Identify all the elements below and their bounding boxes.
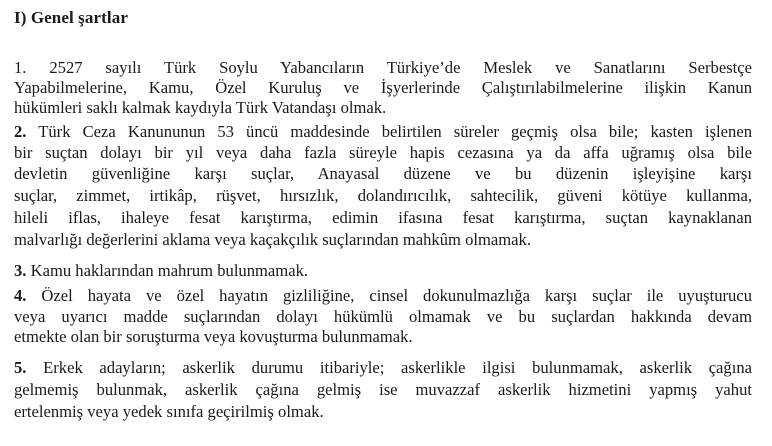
item-4-line-1 — [14, 286, 752, 305]
item-4-line-2: veya uyarıcı madde suçlarından dolayı hükümlü olmamak ve bu suçlardan hakkında devam — [14, 307, 752, 326]
item-4-line-3: etmekte olan bir soruşturma veya kovuşturma bulunmamak. — [14, 327, 413, 346]
item-1-line-2: Yapabilmelerine, Kamu, Özel Kuruluş ve İşyerlerinde Çalıştırılabilmelerine ilişkin Kanun — [14, 78, 752, 97]
item-1-line-3: hükümleri saklı kalmak kaydıyla Türk Vatandaşı olmak. — [14, 98, 387, 117]
item-5-number: 5. — [14, 358, 27, 377]
item-3-line-1 — [14, 261, 752, 280]
item-2-line-4: suçlar, zimmet, irtikâp, rüşvet, hırsızlık, dolandırıcılık, sahtecilik, güveni kötüye kullanma, — [14, 186, 752, 205]
item-5-line-2: gelmemiş bulunmak, askerlik çağına gelmiş ise muvazzaf askerlik hizmetini yapmış yahut — [14, 380, 752, 399]
item-2-text-line-1: Türk Ceza Kanununun 53 üncü maddesinde belirtilen süreler geçmiş olsa bile; kasten işlenen — [38, 122, 752, 141]
item-2-line-1 — [14, 122, 752, 141]
item-2-line-3: devletin güvenliğine karşı suçlar, Anayasal düzene ve bu düzenin işleyişine karşı — [14, 164, 752, 183]
item-5-line-3: ertelenmiş veya yedek sınıfa geçirilmiş olmak. — [14, 402, 324, 421]
section-heading: I) Genel şartlar — [14, 8, 128, 27]
item-1-text-line-1: 2527 sayılı Türk Soylu Yabancıların Türkiye’de Meslek ve Sanatlarını Serbestçe — [49, 58, 752, 77]
item-4-number: 4. — [14, 286, 27, 305]
item-5-text-line-1: Erkek adayların; askerlik durumu itibariyle; askerlikle ilgisi bulunmamak, askerlik çağına — [43, 358, 752, 377]
item-5-line-1 — [14, 358, 752, 377]
item-3-number: 3. — [14, 261, 27, 280]
item-2-line-5: hileli iflas, ihaleye fesat karıştırma, edimin ifasına fesat karıştırma, suçtan kaynaklanan — [14, 208, 752, 227]
item-2-line-2: bir suçtan dolayı bir yıl veya daha fazla süreyle hapis cezasına ya da affa uğramış olsa bile — [14, 143, 752, 162]
item-1-line-1 — [14, 58, 752, 77]
item-2-number: 2. — [14, 122, 27, 141]
item-3-text-line-1: Kamu haklarından mahrum bulunmamak. — [30, 261, 309, 280]
item-1-number: 1. — [14, 58, 27, 77]
item-4-text-line-1: Özel hayata ve özel hayatın gizliliğine, cinsel dokunulmazlığa karşı suçlar ile uyuşturucu — [41, 286, 752, 305]
item-2-line-6: malvarlığı değerlerini aklama veya kaçakçılık suçlarından mahkûm olmamak. — [14, 230, 531, 249]
